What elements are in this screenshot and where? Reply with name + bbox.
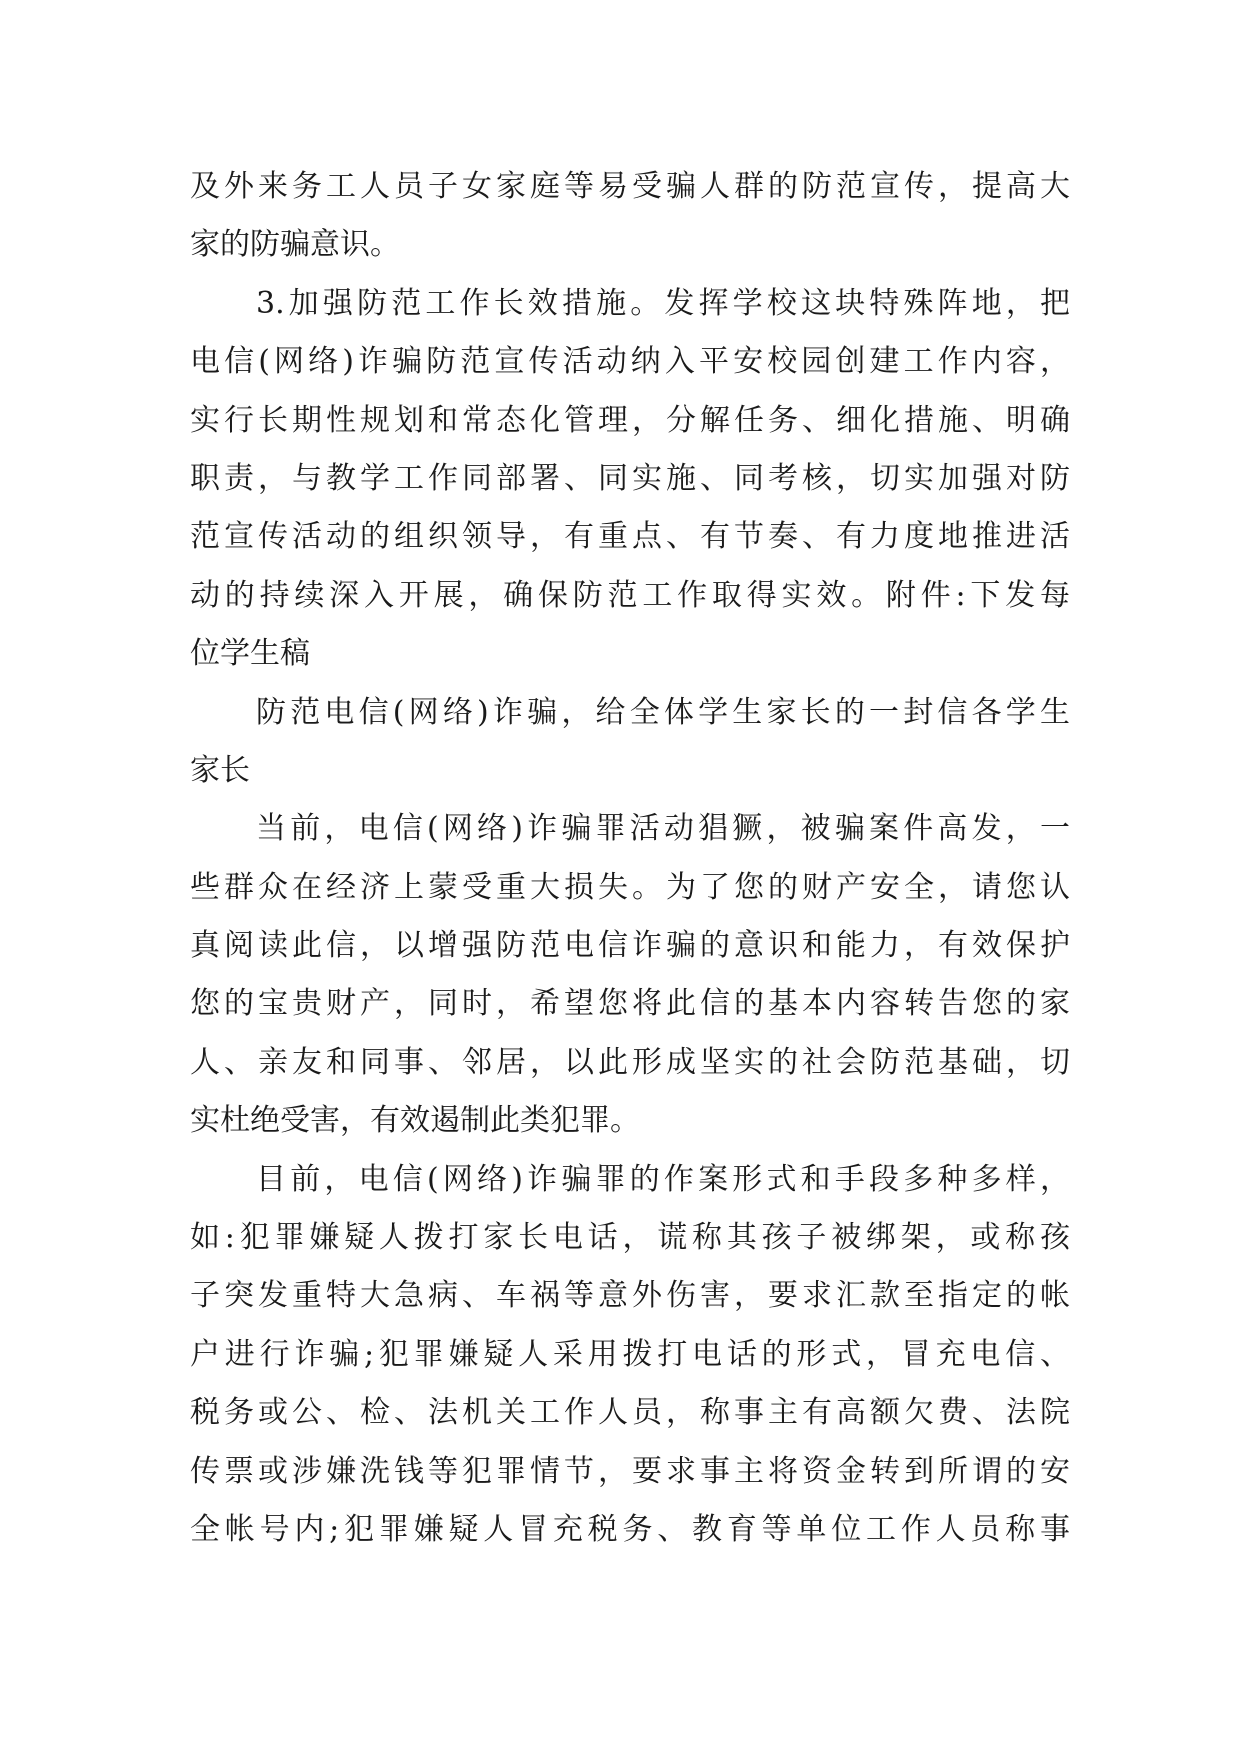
text-line: 家长 — [190, 752, 250, 788]
text-line: 真阅读此信，以增强防范电信诈骗的意识和能力，有效保护 — [190, 928, 1070, 964]
text-line: 及外来务工人员子女家庭等易受骗人群的防范宣传，提高大 — [190, 169, 1070, 204]
text-line: 位学生稿 — [190, 636, 310, 672]
text-line: 户进行诈骗;犯罪嫌疑人采用拨打电话的形式，冒充电信、 — [190, 1336, 1070, 1372]
text-line: 全帐号内;犯罪嫌疑人冒充税务、教育等单位工作人员称事 — [190, 1511, 1070, 1547]
text-line: 防范电信(网络)诈骗，给全体学生家长的一封信各学生 — [256, 694, 1070, 730]
text-line: 您的宝贵财产，同时，希望您将此信的基本内容转告您的家 — [190, 986, 1070, 1022]
document-body — [190, 158, 1070, 1559]
text-line: 当前，电信(网络)诈骗罪活动猖獗，被骗案件高发，一 — [256, 811, 1070, 847]
text-line: 实行长期性规划和常态化管理，分解任务、细化措施、明确 — [190, 402, 1070, 438]
text-line: 人、亲友和同事、邻居，以此形成坚实的社会防范基础，切 — [190, 1044, 1070, 1080]
text-line: 些群众在经济上蒙受重大损失。为了您的财产安全，请您认 — [190, 869, 1070, 905]
text-line: 电信(网络)诈骗防范宣传活动纳入平安校园创建工作内容， — [190, 344, 1070, 380]
text-line: 范宣传活动的组织领导，有重点、有节奏、有力度地推进活 — [190, 519, 1070, 555]
text-line: 目前，电信(网络)诈骗罪的作案形式和手段多种多样， — [256, 1161, 1070, 1197]
text-line: 税务或公、检、法机关工作人员，称事主有高额欠费、法院 — [190, 1395, 1070, 1431]
text-line: 家的防骗意识。 — [190, 227, 400, 263]
text-line: 职责，与教学工作同部署、同实施、同考核，切实加强对防 — [190, 460, 1070, 496]
text-line: 如:犯罪嫌疑人拨打家长电话，谎称其孩子被绑架，或称孩 — [190, 1220, 1070, 1256]
text-line: 动的持续深入开展，确保防范工作取得实效。附件:下发每 — [190, 577, 1070, 613]
text-line: 3.加强防范工作长效措施。发挥学校这块特殊阵地，把 — [256, 285, 1070, 321]
text-line: 传票或涉嫌洗钱等犯罪情节，要求事主将资金转到所谓的安 — [190, 1453, 1070, 1489]
text-line: 子突发重特大急病、车祸等意外伤害，要求汇款至指定的帐 — [190, 1278, 1070, 1314]
text-line: 实杜绝受害，有效遏制此类犯罪。 — [190, 1103, 640, 1139]
